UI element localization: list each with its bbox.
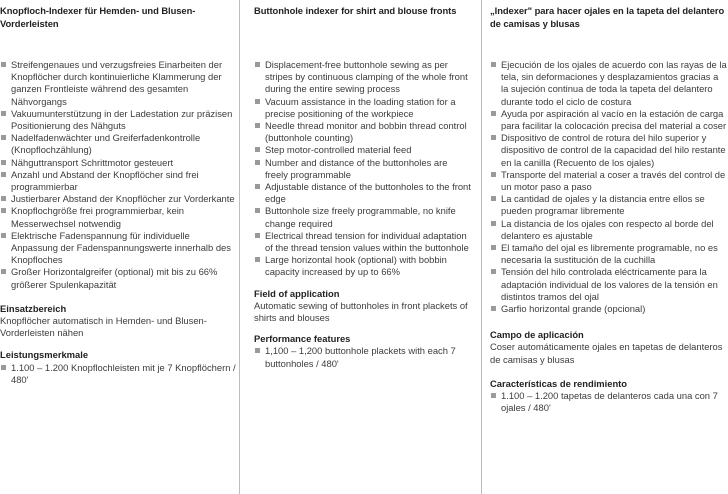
feature-item: Electrical thread tension for individual adaptation of the thread tension values within the buttonhole bbox=[254, 230, 472, 254]
section-text-field: Knopflöcher automatisch in Hemden- und Blusen-Vorderleisten nähen bbox=[0, 315, 207, 339]
feature-item: La cantidad de ojales y la distancia entre ellos se pueden programar libremente bbox=[490, 193, 728, 217]
column-spanish bbox=[490, 0, 728, 494]
feature-item: Großer Horizontalgreifer (optional) mit bis zu 66% größerer Spulenkapazität bbox=[0, 266, 236, 290]
column-title: „Indexer" para hacer ojales en la tapeta del delantero de camisas y blusas bbox=[490, 5, 725, 29]
feature-item: Buttonhole size freely programmable, no knife change required bbox=[254, 205, 472, 229]
column-title: Buttonhole indexer for shirt and blouse fronts bbox=[254, 5, 457, 16]
performance-item: 1,100 – 1,200 buttonhole plackets with each 7 buttonholes / 480' bbox=[254, 345, 472, 369]
section-text-field: Automatic sewing of buttonholes in front plackets of shirts and blouses bbox=[254, 299, 468, 324]
column-divider bbox=[239, 0, 240, 494]
feature-item: Adjustable distance of the buttonholes to the front edge bbox=[254, 181, 472, 205]
feature-list bbox=[254, 59, 472, 279]
performance-list bbox=[0, 362, 236, 386]
feature-item: Dispositivo de control de rotura del hilo superior y dispositivo de control de la capacidad del hilo restante en la canilla (Recuento de los ojales) bbox=[490, 132, 728, 169]
feature-item: Garfio horizontal grande (opcional) bbox=[490, 303, 728, 315]
feature-item: Vacuum assistance in the loading station for a precise positioning of the workpiece bbox=[254, 96, 472, 120]
column-title: Knopfloch-Indexer für Hemden- und Blusen-Vorderleisten bbox=[0, 5, 196, 29]
feature-item: Ejecución de los ojales de acuerdo con las rayas de la tela, sin deformaciones y desplazamientos gracias a la sujeción continua de toda la tapeta del delantero durante todo el ciclo de costura bbox=[490, 59, 728, 108]
feature-item: Large horizontal hook (optional) with bobbin capacity increased by up to 66% bbox=[254, 254, 472, 278]
section-heading-field: Einsatzbereich bbox=[0, 302, 67, 314]
feature-item: Displacement-free buttonhole sewing as per stripes by continuous clamping of the whole front during the entire sewing process bbox=[254, 59, 472, 96]
performance-list bbox=[490, 390, 728, 414]
feature-item: Vakuumunterstützung in der Ladestation zur präzisen Positionierung des Nähguts bbox=[0, 108, 236, 132]
section-heading-performance: Performance features bbox=[254, 333, 351, 345]
feature-item: Anzahl und Abstand der Knopflöcher sind frei programmierbar bbox=[0, 169, 236, 193]
feature-item: Knopflochgröße frei programmierbar, kein Messerwechsel notwendig bbox=[0, 205, 236, 229]
section-heading-performance: Leistungsmerkmale bbox=[0, 349, 89, 361]
feature-item: Nähguttransport Schrittmotor gesteuert bbox=[0, 157, 236, 169]
feature-item: La distancia de los ojales con respecto al borde del delantero es ajustable bbox=[490, 218, 728, 242]
feature-item: Number and distance of the buttonholes are freely programmable bbox=[254, 157, 472, 181]
feature-item: Ayuda por aspiración al vacío en la estación de carga para facilitar la colocación precisa del material a coser bbox=[490, 108, 728, 132]
feature-item: Tensión del hilo controlada eléctricamente para la adaptación individual de los valores de la tensión en distintos tramos del ojal bbox=[490, 266, 728, 303]
feature-item: Streifengenaues und verzugsfreies Einarbeiten der Knopflöcher durch kontinuierliche Klammerung der ganzen Frontleiste während des gesamten Nähvorgangs bbox=[0, 59, 236, 108]
feature-item: Needle thread monitor and bobbin thread control (buttonhole counting) bbox=[254, 120, 472, 144]
feature-item: Justierbarer Abstand der Knopflöcher zur Vorderkante bbox=[0, 193, 236, 205]
feature-list bbox=[0, 59, 236, 291]
performance-item: 1.100 – 1.200 tapetas de delanteros cada una con 7 ojales / 480' bbox=[490, 390, 728, 414]
feature-item: Elektrische Fadenspannung für individuelle Anpassung der Fadenspannungswerte innerhalb des Knopfloches bbox=[0, 230, 236, 267]
performance-list bbox=[254, 345, 472, 369]
feature-item: Nadelfadenwächter und Greiferfadenkontrolle (Knopflochzählung) bbox=[0, 132, 236, 156]
feature-item: Step motor-controlled material feed bbox=[254, 144, 472, 156]
column-german bbox=[0, 0, 236, 494]
feature-item: Transporte del material a coser a través del control de un motor paso a paso bbox=[490, 169, 728, 193]
section-heading-performance: Características de rendimiento bbox=[490, 377, 628, 389]
column-divider bbox=[481, 0, 482, 494]
feature-item: El tamaño del ojal es libremente programable, no es necesaria la sustitución de la cuchilla bbox=[490, 242, 728, 266]
section-text-field: Coser automáticamente ojales en tapetas de delanteros de camisas y blusas bbox=[490, 341, 723, 365]
column-english bbox=[254, 0, 472, 494]
section-heading-field: Campo de aplicación bbox=[490, 329, 584, 341]
performance-item: 1.100 – 1.200 Knopflochleisten mit je 7 Knopflöchern / 480' bbox=[0, 362, 236, 386]
feature-list bbox=[490, 59, 728, 315]
section-heading-field: Field of application bbox=[254, 287, 340, 299]
